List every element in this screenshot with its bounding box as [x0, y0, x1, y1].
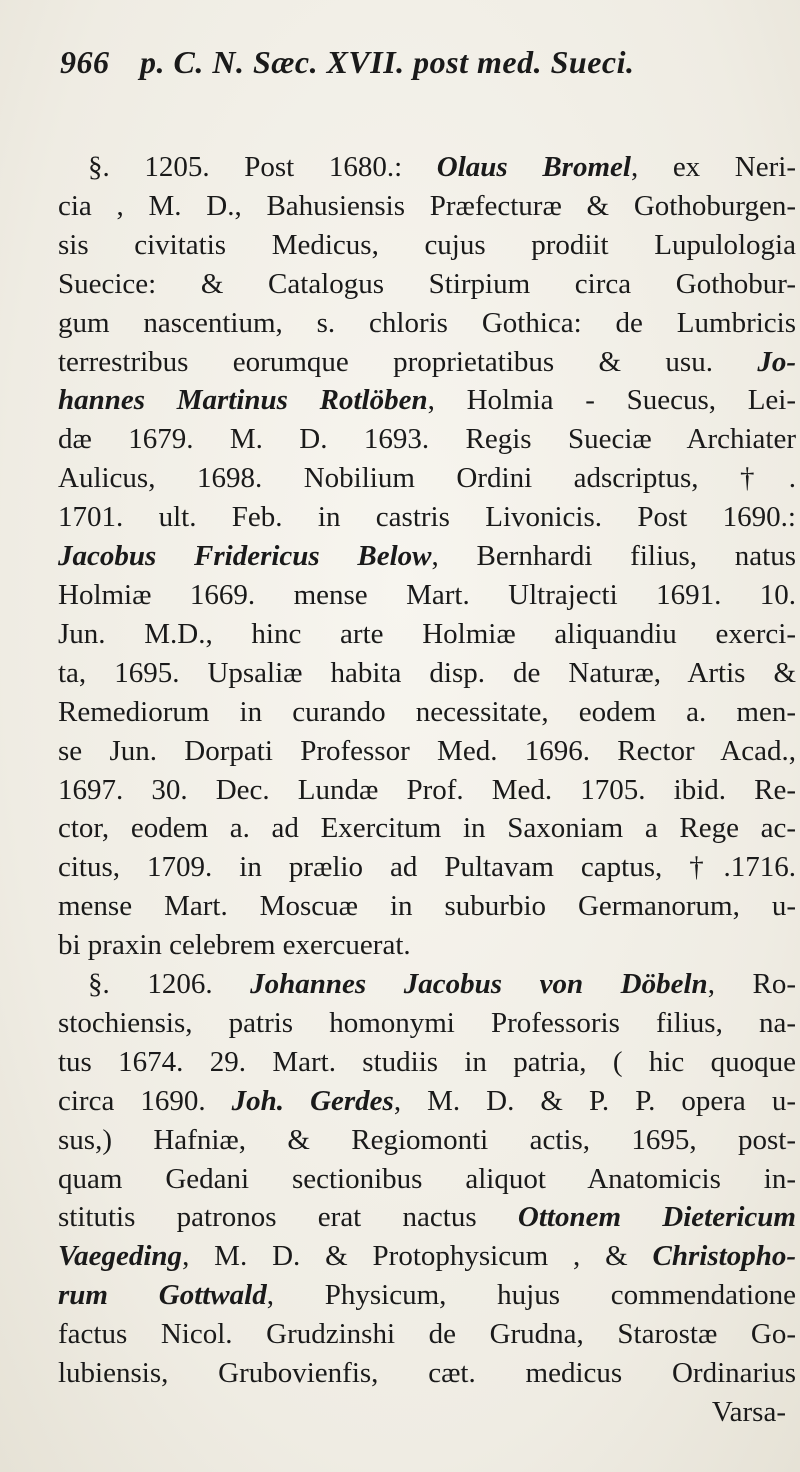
text-line: [58, 537, 796, 576]
text-line: [58, 615, 796, 654]
text-line: [58, 1276, 796, 1315]
text-run: dæ 1679. M. D. 1693. Regis Sueciæ Archiater: [58, 423, 796, 456]
text-run: , M. D. & Protophysicum , &: [182, 1240, 653, 1273]
text-line: [58, 693, 796, 732]
text-run: , Ro-: [707, 968, 797, 1001]
text-line: [58, 732, 796, 771]
text-line: [58, 459, 796, 498]
italic-name: Olaus Bromel: [436, 151, 631, 183]
text-run: factus Nicol. Grudzinshi de Grudna, Starostæ Go-: [58, 1318, 796, 1351]
text-line: [58, 265, 796, 304]
text-line: [58, 1198, 796, 1237]
text-run: 1701. ult. Feb. in castris Livonicis. Post 1690.:: [58, 501, 796, 534]
text-line: [58, 187, 796, 226]
text-run: citus, 1709. in prælio ad Pultavam captus, †.1716.: [58, 851, 796, 884]
text-line: [58, 809, 796, 848]
text-line: [58, 771, 796, 810]
italic-name: Joh. Gerdes: [231, 1084, 394, 1117]
text-line: [58, 654, 796, 693]
text-run: quam Gedani sectionibus aliquot Anatomicis in-: [58, 1162, 796, 1195]
text-run: gum nascentium, s. chloris Gothica: de Lumbricis: [58, 306, 796, 339]
text-run: mense Mart. Moscuæ in suburbio Germanorum, u-: [58, 890, 796, 923]
text-line: [58, 1004, 796, 1043]
italic-name: hannes Martinus Rotlöben: [58, 384, 428, 417]
text-line: [58, 304, 796, 343]
text-run: , ex Neri-: [630, 151, 796, 183]
body-text: [58, 148, 796, 1432]
text-run: Jun. M.D., hinc arte Holmiæ aliquandiu exerci-: [58, 617, 796, 650]
text-line: [58, 381, 796, 420]
text-line: [58, 1237, 796, 1276]
text-run: , Holmia - Suecus, Lei-: [427, 384, 796, 417]
text-line: [58, 420, 796, 459]
text-run: circa 1690.: [58, 1084, 232, 1117]
text-run: Suecice: & Catalogus Stirpium circa Gothobur-: [58, 267, 796, 300]
text-run: §. 1205. Post 1680.:: [88, 151, 437, 183]
text-run: , M. D. & P. P. opera u-: [393, 1084, 796, 1117]
italic-name: Johannes Jacobus von Döbeln: [250, 968, 708, 1001]
running-title: p. C. N. Sæc. XVII. post med. Sueci.: [140, 44, 635, 80]
text-run: Varsa-: [711, 1396, 786, 1428]
text-line: [58, 1121, 796, 1160]
text-run: Holmiæ 1669. mense Mart. Ultrajecti 1691. 10.: [58, 578, 796, 611]
text-run: sus,) Hafniæ, & Regiomonti actis, 1695, post-: [58, 1123, 796, 1156]
text-line: [58, 148, 796, 187]
page-number: 966: [60, 44, 110, 80]
text-line: [58, 848, 796, 887]
text-line: [58, 1315, 796, 1354]
italic-name: Jo-: [757, 345, 796, 378]
text-line: [58, 1160, 796, 1199]
text-run: ta, 1695. Upsaliæ habita disp. de Naturæ, Artis &: [58, 656, 796, 689]
text-run: 1697. 30. Dec. Lundæ Prof. Med. 1705. ibid. Re-: [58, 773, 796, 806]
text-line: [58, 1043, 796, 1082]
text-line: [58, 576, 796, 615]
text-run: terrestribus eorumque proprietatibus & usu.: [58, 345, 758, 378]
text-run: , Bernhardi filius, natus: [431, 540, 796, 573]
text-line: [58, 926, 796, 965]
text-line: [58, 498, 796, 537]
text-line: [58, 226, 796, 265]
text-run: se Jun. Dorpati Professor Med. 1696. Rector Acad.,: [58, 734, 796, 767]
text-line: [58, 1354, 796, 1393]
text-line: [58, 1393, 796, 1432]
text-line: [58, 965, 796, 1004]
text-run: stochiensis, patris homonymi Professoris filius, na-: [58, 1006, 796, 1039]
italic-name: Ottonem Dietericum: [517, 1201, 796, 1234]
text-run: Remediorum in curando necessitate, eodem a. men-: [58, 695, 796, 728]
running-header: [60, 44, 760, 81]
text-run: ctor, eodem a. ad Exercitum in Saxoniam a Rege ac-: [58, 812, 796, 845]
text-run: bi praxin celebrem exercuerat.: [58, 929, 411, 962]
italic-name: Christopho-: [652, 1240, 796, 1273]
text-run: , Physicum, hujus commendatione: [266, 1279, 796, 1312]
text-line: [58, 887, 796, 926]
text-run: §. 1206.: [88, 968, 251, 1001]
text-run: tus 1674. 29. Mart. studiis in patria, ( hic quoque: [58, 1045, 796, 1078]
text-run: sis civitatis Medicus, cujus prodiit Lupulologia: [58, 228, 796, 261]
text-run: stitutis patronos erat nactus: [58, 1201, 518, 1234]
text-run: cia , M. D., Bahusiensis Præfecturæ & Gothoburgen-: [58, 189, 796, 222]
italic-name: Jacobus Fridericus Below: [58, 540, 432, 573]
text-run: Aulicus, 1698. Nobilium Ordini adscriptus, †.: [58, 462, 796, 495]
text-line: [58, 1082, 796, 1121]
text-line: [58, 343, 796, 382]
italic-name: rum Gottwald: [58, 1279, 267, 1312]
italic-name: Vaegeding: [58, 1240, 183, 1273]
text-run: lubiensis, Grubovienfis, cæt. medicus Ordinarius: [58, 1357, 796, 1390]
